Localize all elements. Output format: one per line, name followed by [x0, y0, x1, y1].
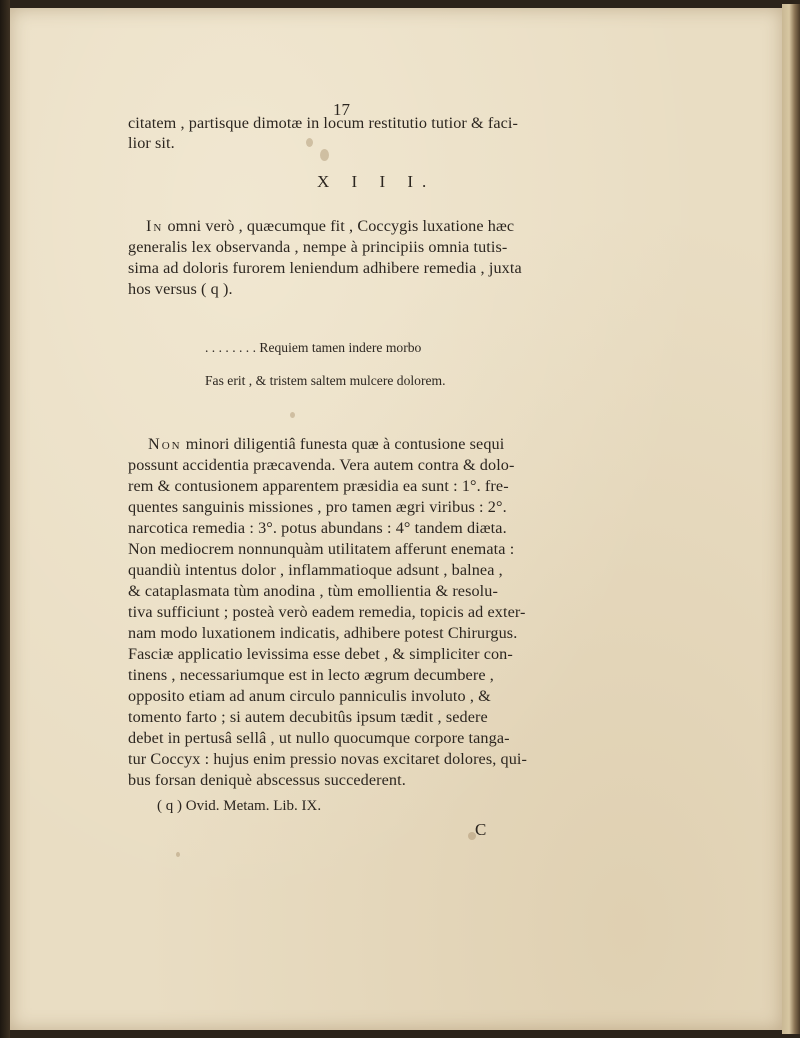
body-text-line: narcotica remedia : 3°. potus abundans : 4° tandem diæta. — [128, 519, 507, 537]
body-text-line: Non mediocrem nonnunquàm utilitatem afferunt enemata : — [128, 540, 515, 558]
page-number: 17 — [333, 100, 350, 119]
paragraph-first-line — [146, 217, 514, 236]
paragraph-first-line — [148, 435, 504, 454]
paragraph-lead-word: Non — [148, 435, 182, 453]
body-text-line: Fasciæ applicatio levissima esse debet , & simpliciter con- — [128, 645, 513, 663]
signature-mark: C — [475, 820, 487, 839]
verse-quote-line: . . . . . . . . Requiem tamen indere morbo — [205, 340, 422, 355]
footnote: ( q ) Ovid. Metam. Lib. IX. — [157, 798, 322, 814]
body-text-line: quandiù intentus dolor , inflammatioque adsunt , balnea , — [128, 561, 503, 579]
body-text-line: hos versus ( q ). — [128, 280, 233, 298]
body-text-line: tomento farto ; si autem decubitûs ipsum tædit , sedere — [128, 708, 488, 726]
body-text-segment: minori diligentiâ funesta quæ à contusione sequi — [181, 435, 505, 453]
section-heading: X I I I. — [317, 172, 436, 191]
body-text-line: debet in pertusâ sellâ , ut nullo quocumque corpore tanga- — [128, 729, 510, 747]
verse-quote-line: Fas erit , & tristem saltem mulcere dolorem. — [205, 373, 446, 388]
body-text-line: opposito etiam ad anum circulo panniculis involuto , & — [128, 687, 491, 705]
body-text-line: & cataplasmata tùm anodina , tùm emollientia & resolu- — [128, 582, 498, 600]
body-text-line: lior sit. — [128, 134, 175, 152]
body-text-line: sima ad doloris furorem leniendum adhibere remedia , juxta — [128, 259, 522, 277]
paper-stain — [290, 412, 295, 418]
body-text-line: bus forsan deniquè abscessus succederent. — [128, 771, 406, 789]
body-text-line: tinens , necessariumque est in lecto ægrum decumbere , — [128, 666, 494, 684]
body-text-segment: omni verò , quæcumque fit , Coccygis luxatione hæc — [163, 217, 515, 235]
book-page — [10, 8, 782, 1030]
paper-stain — [176, 852, 180, 857]
paper-stain — [320, 149, 329, 161]
body-text-line: citatem , partisque dimotæ in locum restitutio tutior & faci- — [128, 114, 519, 132]
body-text-line: tiva sufficiunt ; posteà verò eadem remedia, topicis ad exter- — [128, 603, 526, 621]
body-text-line: rem & contusionem apparentem præsidia ea sunt : 1°. fre- — [128, 477, 509, 495]
page-edge — [782, 4, 800, 1034]
body-text-line: nam modo luxationem indicatis, adhibere potest Chirurgus. — [128, 624, 518, 642]
body-text-line: generalis lex observanda , nempe à principiis omnia tutis- — [128, 238, 508, 256]
paragraph-lead-word: In — [146, 217, 164, 235]
paper-stain — [306, 138, 313, 147]
binding-gutter — [0, 0, 10, 1038]
body-text-line: possunt accidentia præcavenda. Vera autem contra & dolo- — [128, 456, 515, 474]
body-text-line: quentes sanguinis missiones , pro tamen ægri viribus : 2°. — [128, 498, 507, 516]
body-text-line: tur Coccyx : hujus enim pressio novas excitaret dolores, qui- — [128, 750, 528, 768]
